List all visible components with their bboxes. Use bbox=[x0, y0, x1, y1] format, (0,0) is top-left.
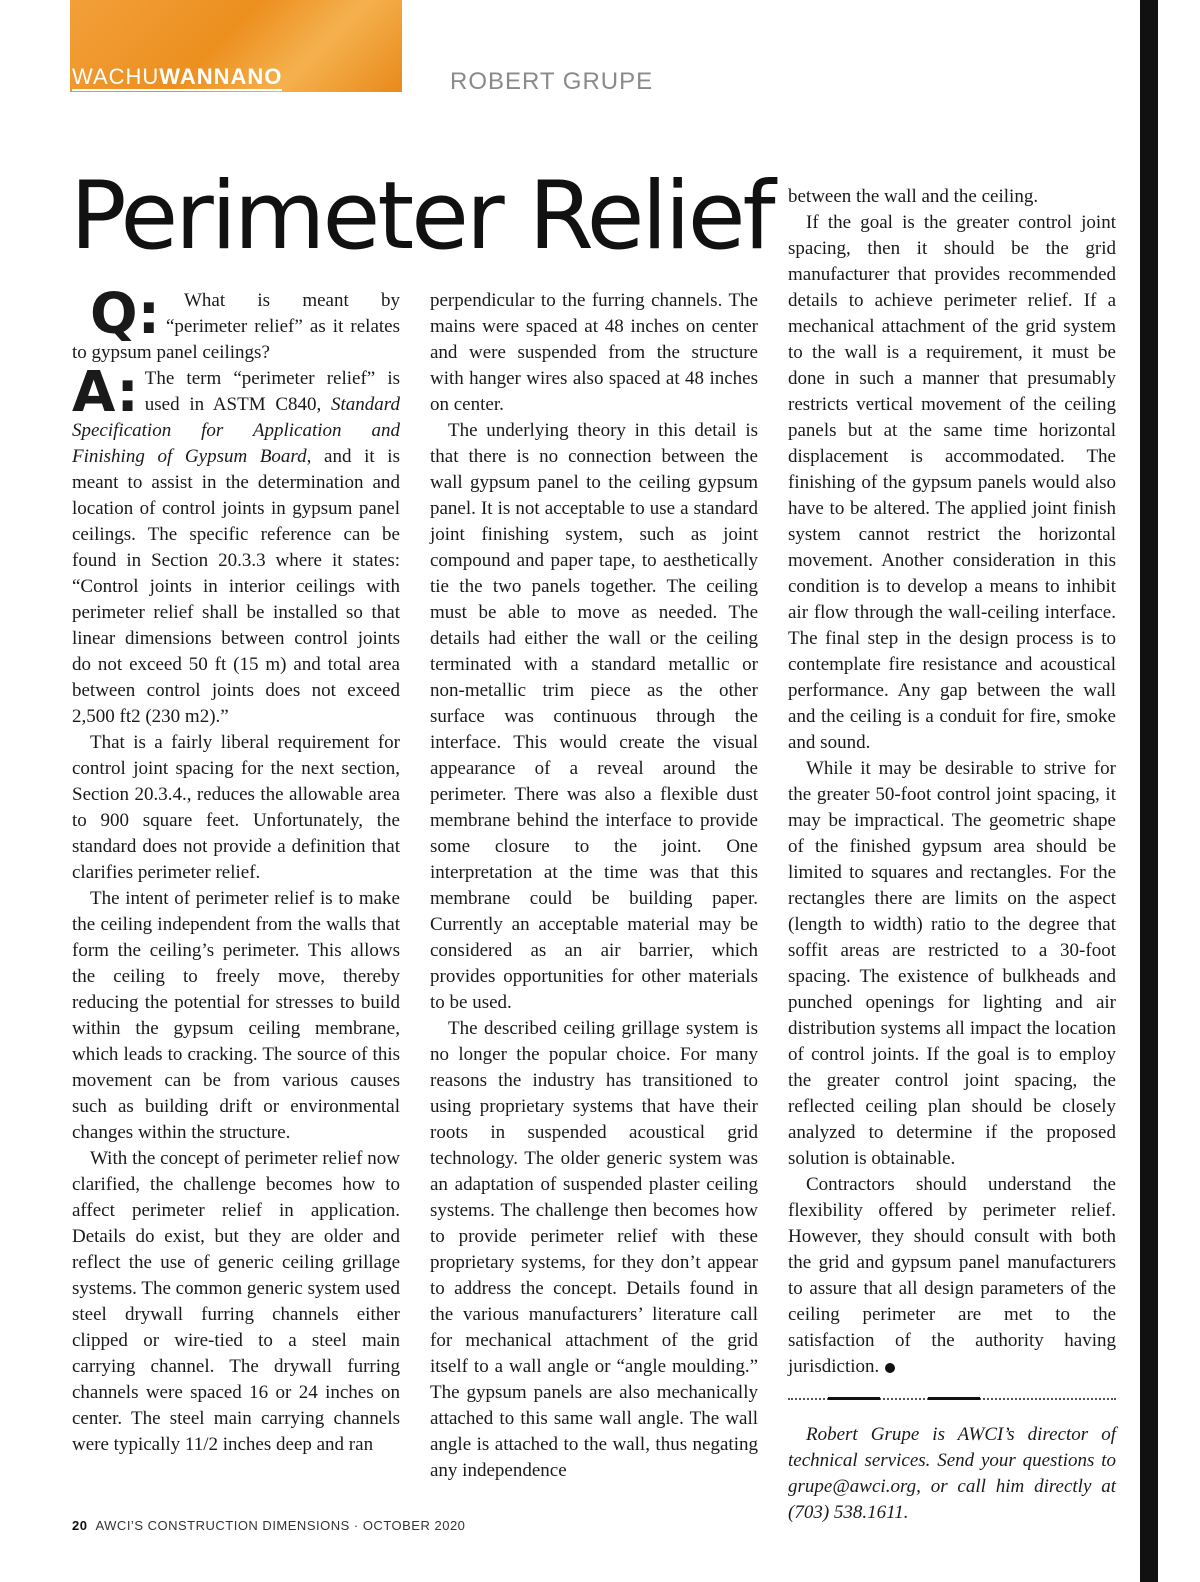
paragraph: The intent of perimeter relief is to make the ceiling independent from the walls that form the ceiling’s perimeter. This allows the ceiling to freely move, thereby reducing the potential for stresses to build within the gypsum ceiling membrane, which leads to cracking. The source of this movement can be from various causes such as building drift or environmental changes within the structure. bbox=[72, 888, 400, 1143]
paragraph: If the goal is the greater control joint spacing, then it should be the grid manufacturer that provides recommended details to achieve perimeter relief. If a mechanical attachment of the grid system to the wall is a requirement, it must be done in such a manner that presumably restricts vertical movement of the ceiling panels but at the same time horizontal displacement is accommodated. The finishing of the gypsum panels would also have to be altered. The applied joint finish system cannot restrict the horizontal movement. Another consideration in this condition is to develop a means to inhibit air flow through the wall-ceiling interface. The final step in the design process is to contemplate fire resistance and acoustical performance. Any gap between the wall and the ceiling is a conduit for fire, smoke and sound. bbox=[788, 212, 1116, 753]
paragraph: That is a fairly liberal requirement for control joint spacing for the next section, Section 20.3.4., reduces the allowable area to 900 square feet. Unfortunately, the standard does not provide a definition that clarifies perimeter relief. bbox=[72, 732, 400, 883]
page-number: 20 bbox=[72, 1518, 88, 1533]
paragraph-final bbox=[788, 1172, 1116, 1380]
author-bio: Robert Grupe is AWCI’s director of technical services. Send your questions to grupe@awci.org, or call him directly at (703) 538.1611. bbox=[788, 1424, 1116, 1523]
end-mark-icon bbox=[885, 1363, 895, 1373]
question-text: What is meant by “perimeter relief” as it relates to gypsum panel ceilings? bbox=[72, 290, 400, 363]
answer-text-before: The term “perimeter relief” is used in ASTM C840, bbox=[144, 368, 400, 415]
column-3 bbox=[788, 184, 1116, 1526]
divider bbox=[788, 1398, 1116, 1406]
paragraph: The underlying theory in this detail is that there is no connection between the wall gypsum panel to the ceiling gypsum panel. It is not acceptable to use a standard joint finishing system, such as joint compound and paper tape, to aesthetically tie the two panels together. The ceiling must be able to move as needed. The details had either the wall or the ceiling terminated with a standard metallic or non-metallic trim piece as the other surface was continuous through the interface. This would create the visual appearance of a reveal around the perimeter. There was also a flexible dust membrane behind the interface to provide some closure to the joint. One interpretation at the time was that this membrane could be building paper. Currently an acceptable material may be considered as an air barrier, which provides opportunities for other materials to be used. bbox=[430, 420, 758, 1013]
answer-block bbox=[72, 360, 400, 730]
publication-name: AWCI’S CONSTRUCTION DIMENSIONS · OCTOBER 2020 bbox=[95, 1518, 466, 1533]
section-label-part1: WACHU bbox=[72, 64, 160, 89]
page-edge-bar bbox=[1140, 0, 1158, 1582]
article-title: Perimeter Relief bbox=[70, 162, 773, 271]
author-header: ROBERT GRUPE bbox=[450, 68, 654, 95]
question-drop-letter: Q: bbox=[90, 282, 160, 347]
answer-text-italic: Standard Specification for Application and Finishing of Gypsum Board bbox=[72, 394, 400, 467]
final-paragraph-text: Contractors should understand the flexibility offered by perimeter relief. However, they should consult with both the grid and gypsum panel manufacturers to assure that all design parameters of the ceiling perimeter are met to the satisfaction of the authority having jurisdiction. bbox=[788, 1174, 1116, 1377]
section-label-part2: WANNANO bbox=[159, 64, 283, 89]
paragraph: The described ceiling grillage system is no longer the popular choice. For many reasons the industry has transitioned to using proprietary systems that have their roots in suspended acoustical grid technology. The older generic system was an adaptation of suspended plaster ceiling systems. The challenge then becomes how to provide perimeter relief with these proprietary systems, for they don’t appear to address the concept. Details found in the various manufacturers’ literature call for mechanical attachment of the grid itself to a wall angle or “angle moulding.” The gypsum panels are also mechanically attached to this same wall angle. The wall angle is attached to the wall, thus negating any independence bbox=[430, 1018, 758, 1481]
section-label bbox=[72, 66, 282, 91]
paragraph: between the wall and the ceiling. bbox=[788, 186, 1039, 207]
question-block bbox=[72, 282, 400, 366]
column-2 bbox=[430, 288, 758, 1484]
paragraph: With the concept of perimeter relief now clarified, the challenge becomes how to affect perimeter relief in application. Details do exist, but they are older and reflect the use of generic ceiling grillage systems. The common generic system used steel drywall furring channels either clipped or wire-tied to a steel main carrying channel. The drywall furring channels were spaced 16 or 24 inches on center. The steel main carrying channels were typically 11/2 inches deep and ran bbox=[72, 1148, 400, 1455]
paragraph: perpendicular to the furring channels. The mains were spaced at 48 inches on center and were suspended from the structure with hanger wires also spaced at 48 inches on center. bbox=[430, 290, 758, 415]
answer-text-after: , and it is meant to assist in the determination and location of control joints in gypsum panel ceilings. The specific reference can be found in Section 20.3.3 where it states: “Control joints in interior ceilings with perimeter relief shall be installed so that linear dimensions between control joints do not exceed 50 ft (15 m) and total area between control joints does not exceed 2,500 ft2 (230 m2).” bbox=[72, 446, 400, 727]
answer-drop-letter: A: bbox=[72, 360, 139, 425]
paragraph: While it may be desirable to strive for the greater 50-foot control joint spacing, it may be impractical. The geometric shape of the finished gypsum area should be limited to squares and rectangles. For the rectangles there are limits on the aspect (length to width) ratio to the degree that soffit areas are restricted to a 30-foot spacing. The existence of bulkheads and punched openings for lighting and air distribution systems all impact the location of control joints. If the goal is to employ the greater control joint spacing, the reflected ceiling plan should be closely analyzed to determine if the proposed solution is obtainable. bbox=[788, 758, 1116, 1169]
page-footer bbox=[72, 1518, 465, 1533]
column-1 bbox=[72, 282, 400, 1458]
